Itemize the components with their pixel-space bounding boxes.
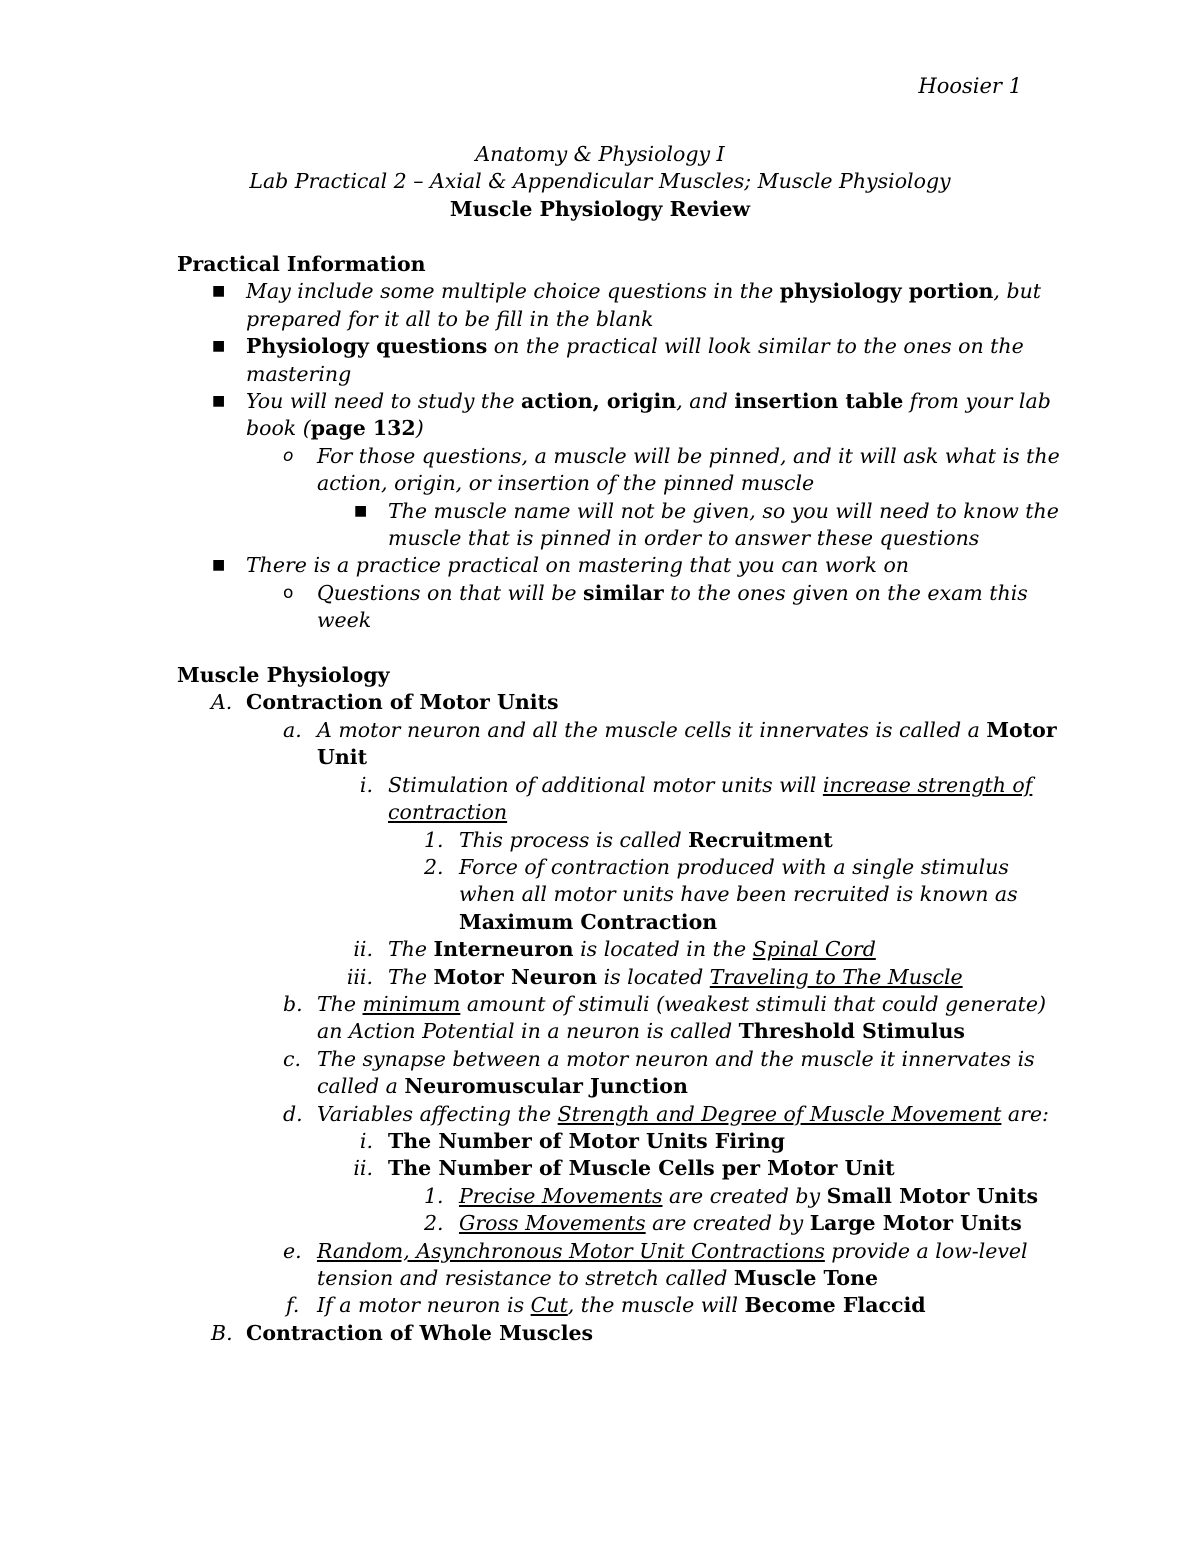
list-marker: a.	[283, 717, 302, 742]
list-marker: 1.	[424, 827, 444, 852]
square-bullet-icon: ■	[212, 393, 226, 410]
list-item: 2. Force of contraction produced with a single stimulus	[0, 854, 1200, 881]
list-item: b. The minimum amount of stimuli (weakest stimuli that could generate)	[0, 991, 1200, 1018]
list-marker: A.	[211, 690, 233, 715]
course-title: Anatomy & Physiology I	[475, 142, 725, 166]
lab-title: Lab Practical 2 – Axial & Appendicular Muscles; Muscle Physiology	[249, 169, 951, 194]
list-marker: b.	[283, 991, 303, 1016]
list-marker: 2.	[424, 854, 444, 879]
list-item: ■ Physiology questions on the practical will look similar to the ones on the	[0, 333, 1200, 360]
list-item-continuation: Unit	[317, 745, 368, 770]
list-item-continuation: tension and resistance to stretch called Muscle Tone	[317, 1266, 879, 1291]
list-item: 1. This process is called Recruitment	[0, 827, 1200, 854]
list-marker: iii.	[346, 964, 373, 989]
section-a: A. Contraction of Motor Units	[0, 689, 1200, 716]
square-bullet-icon: ■	[212, 338, 226, 355]
list-marker: d.	[283, 1101, 303, 1126]
list-item: 2. Gross Movements are created by Large Motor Units	[0, 1210, 1200, 1237]
list-marker: c.	[283, 1046, 301, 1071]
list-marker: i.	[359, 772, 373, 797]
list-marker: f.	[286, 1293, 300, 1318]
list-marker: ii.	[353, 937, 373, 962]
list-item-continuation: week	[317, 608, 372, 633]
list-marker: 2.	[424, 1211, 444, 1236]
list-marker: B.	[211, 1320, 233, 1345]
list-item-continuation: an Action Potential in a neuron is called Threshold Stimulus	[317, 1019, 965, 1044]
square-bullet-icon: ■	[212, 283, 226, 300]
section-b: B. Contraction of Whole Muscles	[0, 1320, 1200, 1347]
document-body	[0, 251, 1200, 1347]
list-item-continuation: book (page 132)	[246, 416, 424, 441]
list-item: d. Variables affecting the Strength and Degree of Muscle Movement are:	[0, 1101, 1200, 1128]
list-marker: 1.	[424, 1183, 444, 1208]
list-item-continuation: when all motor units have been recruited is known as	[459, 882, 1018, 907]
list-item-continuation: prepared for it all to be fill in the blank	[246, 306, 654, 331]
list-item: f. If a motor neuron is Cut, the muscle will Become Flaccid	[0, 1292, 1200, 1319]
list-item: ■ You will need to study the action, origin, and insertion table from your lab	[0, 388, 1200, 415]
list-item-continuation: contraction	[388, 800, 508, 825]
list-item-continuation: called a Neuromuscular Junction	[317, 1074, 688, 1099]
list-item: o Questions on that will be similar to the ones given on the exam this	[0, 580, 1200, 607]
list-item: ii. The Number of Muscle Cells per Motor Unit	[0, 1155, 1200, 1182]
list-item-continuation: mastering	[246, 361, 352, 386]
list-item: e. Random, Asynchronous Motor Unit Contractions provide a low-level	[0, 1238, 1200, 1265]
circle-bullet-icon: o	[283, 582, 294, 603]
list-item: ii. The Interneuron is located in the Spinal Cord	[0, 936, 1200, 963]
square-bullet-icon: ■	[212, 557, 226, 574]
page-header: Hoosier 1	[918, 74, 1022, 98]
list-item-continuation: Maximum Contraction	[459, 909, 718, 934]
list-item: ■ The muscle name will not be given, so you will need to know the	[0, 498, 1200, 525]
list-item: ■ There is a practice practical on mastering that you can work on	[0, 552, 1200, 579]
practical-heading: Practical Information	[177, 252, 426, 276]
list-item-continuation: action, origin, or insertion of the pinned muscle	[317, 471, 815, 496]
list-item: a. A motor neuron and all the muscle cells it innervates is called a Motor	[0, 717, 1200, 744]
list-item: 1. Precise Movements are created by Small Motor Units	[0, 1183, 1200, 1210]
title-block	[0, 141, 1200, 223]
list-marker: e.	[283, 1238, 302, 1263]
list-item: c. The synapse between a motor neuron and the muscle it innervates is	[0, 1046, 1200, 1073]
list-item: ■ May include some multiple choice questions in the physiology portion, but	[0, 278, 1200, 305]
list-item: i. The Number of Motor Units Firing	[0, 1128, 1200, 1155]
square-bullet-icon: ■	[354, 502, 368, 519]
list-item: i. Stimulation of additional motor units will increase strength of	[0, 772, 1200, 799]
list-item: iii. The Motor Neuron is located Traveling to The Muscle	[0, 964, 1200, 991]
review-title: Muscle Physiology Review	[449, 196, 751, 221]
list-marker: ii.	[353, 1156, 373, 1181]
list-item: o For those questions, a muscle will be pinned, and it will ask what is the	[0, 443, 1200, 470]
list-item-continuation: muscle that is pinned in order to answer these questions	[388, 526, 980, 551]
physiology-heading: Muscle Physiology	[177, 663, 390, 688]
list-marker: i.	[359, 1128, 373, 1153]
circle-bullet-icon: o	[283, 445, 294, 466]
